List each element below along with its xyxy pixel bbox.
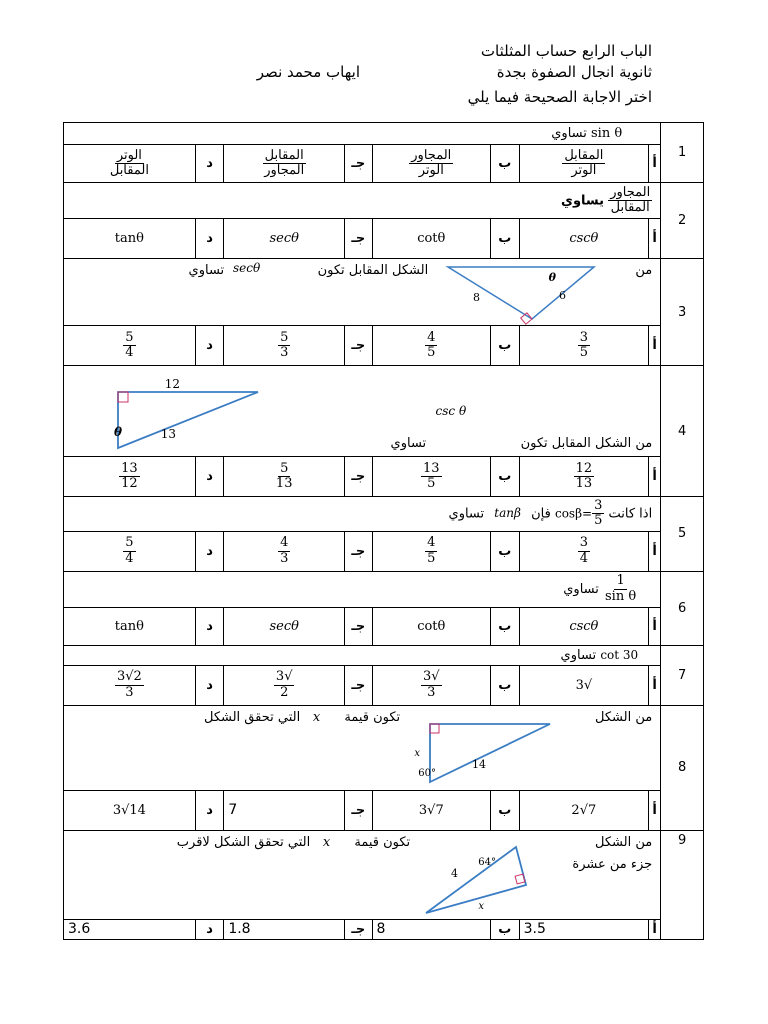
triangle-figure-9 bbox=[420, 839, 540, 919]
side-label-6: 6 bbox=[559, 289, 567, 302]
choice-a[interactable]: $\frac{12}{13}$ bbox=[519, 457, 649, 497]
choice-d-letter: د bbox=[195, 665, 224, 705]
choice-c-letter: جـ bbox=[345, 145, 372, 183]
choice-b[interactable]: cotθ bbox=[372, 219, 491, 259]
angle-label: θ bbox=[113, 425, 122, 439]
choice-a-letter: أ bbox=[649, 457, 661, 497]
choice-a[interactable]: cscθ bbox=[519, 219, 649, 259]
choice-d-letter: د bbox=[195, 790, 224, 830]
choice-d[interactable]: $\frac{5}{4}$ bbox=[64, 531, 196, 571]
choice-a-letter: أ bbox=[649, 665, 661, 705]
choice-c-letter: جـ bbox=[345, 665, 372, 705]
choice-c-letter: جـ bbox=[345, 219, 372, 259]
choice-b[interactable]: 7√3 bbox=[372, 790, 491, 830]
question-number: 5 bbox=[661, 497, 704, 572]
choice-d[interactable]: $\frac{2√3}{3}$ bbox=[64, 665, 196, 705]
choice-d-letter: د bbox=[195, 326, 224, 366]
choice-b[interactable]: $\frac{13}{5}$ bbox=[372, 457, 491, 497]
choice-c-letter: جـ bbox=[345, 326, 372, 366]
side-label-12: 12 bbox=[164, 377, 180, 391]
choice-b[interactable]: $\frac{\text{المجاور}}{\text{الوتر}}$ bbox=[372, 145, 491, 183]
choice-a-letter: أ bbox=[649, 919, 661, 939]
question-3-text: من الشكل المقابل تكون secθ تساوي 8 6 θ bbox=[64, 259, 661, 326]
choice-d-letter: د bbox=[195, 607, 224, 645]
choice-b[interactable]: $\frac{√3}{3}$ bbox=[372, 665, 491, 705]
side-label-4: 4 bbox=[451, 866, 459, 880]
choice-c-letter: جـ bbox=[345, 457, 372, 497]
angle-label: θ bbox=[548, 271, 557, 284]
question-5-text: اذا كانت cosβ= $\frac{3}{5}$ فإن tanβ تساوي bbox=[64, 497, 661, 532]
choice-c[interactable]: $\frac{5}{13}$ bbox=[224, 457, 345, 497]
choice-b-letter: ب bbox=[491, 219, 520, 259]
choice-d-letter: د bbox=[195, 457, 224, 497]
choice-b-letter: ب bbox=[491, 919, 520, 939]
question-number: 8 bbox=[661, 705, 704, 830]
choice-a-letter: أ bbox=[649, 531, 661, 571]
choice-c[interactable]: $\frac{4}{3}$ bbox=[224, 531, 345, 571]
choice-d[interactable]: tanθ bbox=[64, 219, 196, 259]
choice-d[interactable]: $\frac{\text{الوتر}}{\text{المقابل}}$ bbox=[64, 145, 196, 183]
choice-c[interactable]: secθ bbox=[224, 607, 345, 645]
choice-d[interactable]: $\frac{5}{4}$ bbox=[64, 326, 196, 366]
choice-b-letter: ب bbox=[491, 531, 520, 571]
choice-d-letter: د bbox=[195, 531, 224, 571]
choice-a-letter: أ bbox=[649, 790, 661, 830]
choice-a-letter: أ bbox=[649, 326, 661, 366]
choice-b-letter: ب bbox=[491, 790, 520, 830]
angle-label: 64° bbox=[478, 856, 497, 868]
triangle-figure-3 bbox=[444, 261, 604, 323]
questions-table bbox=[63, 122, 704, 940]
choice-d[interactable]: 3.6 bbox=[64, 919, 196, 939]
side-label-14: 14 bbox=[472, 757, 487, 771]
choice-c[interactable]: $\frac{\text{المقابل}}{\text{المجاور}}$ bbox=[224, 145, 345, 183]
question-number: 4 bbox=[661, 366, 704, 497]
triangle-figure-4 bbox=[108, 372, 278, 444]
choice-a-letter: أ bbox=[649, 219, 661, 259]
question-number: 9 bbox=[661, 830, 704, 939]
choice-a-letter: أ bbox=[649, 607, 661, 645]
question-8-text: من الشكل تكون قيمة x التي تحقق الشكل x 14 60° bbox=[64, 705, 661, 790]
choice-a[interactable]: cscθ bbox=[519, 607, 649, 645]
side-label-x: x bbox=[414, 747, 421, 759]
choice-d-letter: د bbox=[195, 145, 224, 183]
choice-a[interactable]: $\frac{3}{5}$ bbox=[519, 326, 649, 366]
school-name: ثانوية انجال الصفوة بجدة bbox=[496, 63, 652, 81]
choice-d-letter: د bbox=[195, 919, 224, 939]
question-number: 2 bbox=[661, 183, 704, 259]
choice-a[interactable]: √3 bbox=[519, 665, 649, 705]
side-label-13: 13 bbox=[160, 427, 176, 441]
question-number: 7 bbox=[661, 645, 704, 705]
teacher-name: ايهاب محمد نصر bbox=[256, 63, 360, 81]
triangle-figure-8 bbox=[414, 720, 560, 786]
choice-a[interactable]: $\frac{\text{المقابل}}{\text{الوتر}}$ bbox=[519, 145, 649, 183]
question-number: 1 bbox=[661, 123, 704, 183]
question-4-text: csc θ من الشكل المقابل تكون تساوي 12 13 θ bbox=[64, 366, 661, 457]
choice-c-letter: جـ bbox=[345, 531, 372, 571]
question-number: 6 bbox=[661, 571, 704, 645]
choice-c-letter: جـ bbox=[345, 919, 372, 939]
choice-b-letter: ب bbox=[491, 665, 520, 705]
choice-c[interactable]: secθ bbox=[224, 219, 345, 259]
question-7-text: cot 30 تساوي bbox=[64, 645, 661, 665]
choice-a[interactable]: 3.5 bbox=[519, 919, 649, 939]
choice-b[interactable]: cotθ bbox=[372, 607, 491, 645]
choice-a-letter: أ bbox=[649, 145, 661, 183]
choice-d-letter: د bbox=[195, 219, 224, 259]
instruction: اختر الاجابة الصحيحة فيما يلي bbox=[467, 88, 652, 106]
choice-c-letter: جـ bbox=[345, 607, 372, 645]
choice-b[interactable]: $\frac{4}{5}$ bbox=[372, 531, 491, 571]
angle-label: 60° bbox=[418, 767, 437, 779]
choice-c[interactable]: $\frac{5}{3}$ bbox=[224, 326, 345, 366]
choice-d[interactable]: tanθ bbox=[64, 607, 196, 645]
choice-c[interactable]: 7 bbox=[224, 790, 345, 830]
choice-c[interactable]: 1.8 bbox=[224, 919, 345, 939]
choice-b[interactable]: 8 bbox=[372, 919, 491, 939]
side-label-8: 8 bbox=[473, 291, 481, 304]
side-label-x: x bbox=[478, 900, 485, 912]
choice-a[interactable]: $\frac{3}{4}$ bbox=[519, 531, 649, 571]
choice-b-letter: ب bbox=[491, 457, 520, 497]
choice-d[interactable]: $\frac{13}{12}$ bbox=[64, 457, 196, 497]
question-6-text: $\frac{1}{\text{sin θ}}$ تساوي bbox=[64, 571, 661, 607]
choice-b[interactable]: $\frac{4}{5}$ bbox=[372, 326, 491, 366]
question-2-text: $\frac{\text{المجاور}}{\text{المقابل}}$ يساوي bbox=[64, 183, 661, 219]
choice-c-letter: جـ bbox=[345, 790, 372, 830]
choice-c[interactable]: $\frac{√3}{2}$ bbox=[224, 665, 345, 705]
choice-b-letter: ب bbox=[491, 607, 520, 645]
choice-a[interactable]: 7√2 bbox=[519, 790, 649, 830]
question-number: 3 bbox=[661, 259, 704, 366]
choice-b-letter: ب bbox=[491, 145, 520, 183]
choice-d[interactable]: 14√3 bbox=[64, 790, 196, 830]
question-1-text: sin θ تساوي bbox=[64, 123, 661, 145]
question-9-text: من الشكل جزء من عشرة تكون قيمة x التي تحقق الشكل لاقرب 4 64° x bbox=[64, 830, 661, 919]
chapter-title: الباب الرابع حساب المثلثات bbox=[480, 42, 652, 60]
choice-b-letter: ب bbox=[491, 326, 520, 366]
